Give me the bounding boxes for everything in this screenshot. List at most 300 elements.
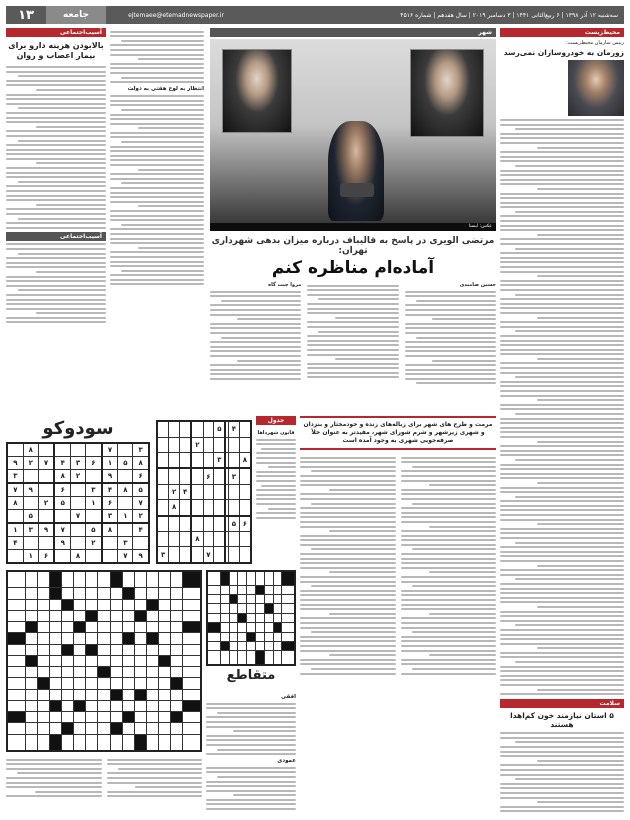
crossword-large-cell [25,655,37,666]
sudoku-center-cell: ۶ [203,468,214,484]
crossword-large-cell [122,571,134,588]
crossword-large-cell [25,723,37,734]
crossword-large-row [7,678,201,689]
sudoku-left-cell [118,443,133,457]
crossword-large-cell [49,599,61,610]
sudoku-center-cell: ۴ [180,484,192,499]
crossword-large-cell [146,599,158,610]
crossword-large-cell [62,734,74,751]
sudoku-center-row [157,532,251,547]
crossword-large-cell [171,588,183,599]
crossword-large-cell [159,610,171,621]
sudoku-center-cell [180,500,192,516]
crossword-large-cell [171,571,183,588]
sudoku-left-cell [38,443,54,457]
crossword-small-cell [264,623,273,632]
crossword-small-cell [207,623,220,632]
photo-caption: عکس: ایسنا [210,223,496,231]
crossword-large-cell [183,610,201,621]
crossword-small-cell [273,571,282,585]
crossword-large-cell [146,712,158,723]
crossword-large-cell [122,633,134,644]
crossword-small-cell [282,623,295,632]
sudoku-left-row [7,523,149,537]
sudoku-left-cell [7,443,23,457]
crossword-large-cell [7,571,25,588]
crossword-small-cell [264,571,273,585]
crossword-small-cell [255,604,264,613]
crossword-large-cell [146,667,158,678]
crossword-small-cell [255,641,264,650]
crossword-small-cell [255,594,264,603]
crossword-large-cell [37,588,49,599]
crossword-large-cell [74,633,86,644]
sudoku-center-cell [214,500,226,516]
crossword-large-cell [134,700,146,711]
crossword-small-cell [264,604,273,613]
sudoku-center-cell [191,452,203,468]
sudoku-left-cell: ۲ [71,469,86,483]
crossword-large-cell [159,644,171,655]
crossword-small-cell [247,594,256,603]
crossword-small-cell [264,594,273,603]
crossword-large-cell [98,633,110,644]
crossword-large-cell [183,655,201,666]
crossword-large-row [7,571,201,588]
crossword-small-cell [273,594,282,603]
crossword-large-cell [183,588,201,599]
sudoku-center [156,420,252,568]
crossword-large-cell [49,655,61,666]
crossword-large-cell [110,712,122,723]
sudoku-center-cell: ۲ [169,484,180,499]
crossword-large-cell [7,712,25,723]
sudoku-center-cell: ۳ [229,468,240,484]
crossword-small-cell [229,613,238,622]
sudoku-left [6,416,150,566]
sudoku-center-cell [157,484,169,499]
crossword-large-cell [159,712,171,723]
crossword-large-cell [7,723,25,734]
crossword-small-cell [207,585,220,594]
crossword-small-cell [220,641,229,650]
sudoku-left-cell [71,537,86,550]
sudoku-center-cell [225,547,228,563]
crossword-large-cell [159,723,171,734]
crossword-small-cell [238,613,247,622]
speaker-figure [328,121,384,221]
crossword-large-cell [98,571,110,588]
left-column-mid-label: آسیب‌اجتماعی [6,232,106,241]
crossword-small-cell [229,571,238,585]
crossword-large-cell [146,734,158,751]
sudoku-left-cell: ۷ [71,509,86,523]
crossword-large-cell [74,734,86,751]
left-column [6,28,106,412]
crossword-small-cell [247,571,256,585]
sudoku-center-cell [203,532,214,547]
sudoku-left-cell [23,469,38,483]
crossword-large-cell [37,700,49,711]
sudoku-title: سودوکو [42,418,114,439]
crossword-large-cell [86,644,98,655]
crossword-large-cell [110,655,122,666]
sudoku-left-row [7,549,149,563]
crossword-large-cell [74,588,86,599]
sudoku-center-cell [225,484,228,499]
portrait-right [410,49,484,137]
sudoku-left-cell: ۹ [7,457,23,470]
sudoku-left-cell: ۶ [54,483,70,497]
crossword-large-cell [134,622,146,633]
crossword-large-cell [122,599,134,610]
sudoku-center-cell [191,421,203,437]
crossword-small-cell [264,632,273,641]
sudoku-center-cell [229,484,240,499]
sudoku-left-row [7,483,149,497]
crossword-large-cell [25,633,37,644]
crossword-large-cell [98,599,110,610]
crossword-large-cell [98,610,110,621]
crossword-large-cell [62,599,74,610]
crossword-large-cell [86,723,98,734]
crossword-large-cell [110,599,122,610]
crossword-large-cell [134,633,146,644]
crossword-small-row [207,613,295,622]
sudoku-center-cell [229,437,240,452]
crossword-large-cell [49,712,61,723]
sudoku-left-cell [102,537,118,550]
crossword-small-cell [273,604,282,613]
crossword-large-cell [98,723,110,734]
crossword-large-cell [146,644,158,655]
crossword-large-cell [86,700,98,711]
sudoku-center-cell [203,421,214,437]
sudoku-left-grid [6,442,150,564]
crossword-large-cell [134,678,146,689]
crossword-large-row [7,734,201,751]
crossword-large-cell [122,667,134,678]
crossword-small-row [207,585,295,594]
sudoku-left-row [7,537,149,550]
sudoku-center-cell [169,547,180,563]
crossword-large-cell [37,610,49,621]
center-left-body-2 [110,95,204,285]
byline-2: مروا چیت‌ گاه [268,282,302,288]
sudoku-center-cell: ۴ [229,421,240,437]
crossword-large-cell [110,622,122,633]
sudoku-center-cell [214,516,226,532]
sudoku-left-cell: ۷ [38,457,54,470]
crossword-large-cell [7,599,25,610]
crossword-large-cell [62,610,74,621]
right-column-bottom-title: ۵ استان نیازمند خون کم‌اهدا هستند [510,711,614,730]
crossword-small-cell [220,585,229,594]
sudoku-left-cell [71,497,86,510]
crossword-large-cell [74,712,86,723]
crossword-large-cell [98,644,110,655]
sudoku-center-cell: ۷ [203,547,214,563]
crossword-large-cell [49,644,61,655]
sudoku-center-cell [203,452,214,468]
crossword-small-cell [273,623,282,632]
crossword-large-cell [110,633,122,644]
crossword-small-cell [264,585,273,594]
crossword-small-cell [220,651,229,665]
crossword-small-cell [282,585,295,594]
crossword-large-cell [98,678,110,689]
crossword-small-cell [273,632,282,641]
clues-down-label: عمودی [277,758,296,765]
sudoku-center-row [157,468,251,484]
sudoku-center-cell [239,532,251,547]
sudoku-left-cell: ۷ [54,523,70,537]
crossword-large-cell [62,678,74,689]
page-number: ۱۳ [18,7,34,23]
sudoku-center-cell [180,468,192,484]
crossword-large-cell [134,588,146,599]
crossword-small-cell [282,632,295,641]
crossword-large-cell [159,622,171,633]
main-story-col-2 [307,282,398,387]
sudoku-left-cell: ۸ [118,483,133,497]
sudoku-center-row [157,547,251,563]
right-column-bottom-label: سلامت [500,699,624,708]
crossword-large-cell [171,678,183,689]
sudoku-left-cell: ۹ [54,537,70,550]
crossword-small-row [207,632,295,641]
crossword-large-cell [62,689,74,700]
crossword-large-cell [86,712,98,723]
sudoku-left-row [7,469,149,483]
crossword-large-cell [159,667,171,678]
section-email: ejtemaee@etemadnewspaper.ir [128,11,224,19]
right-column-kicker: رییس سازمان محیط‌زیست: [566,40,624,46]
crossword-large-cell [7,610,25,621]
sudoku-left-cell: ۸ [102,523,118,537]
sudoku-center-cell [239,547,251,563]
crossword-large-cell [74,622,86,633]
sudoku-center-cell [180,547,192,563]
sudoku-center-cell: ۲ [191,437,203,452]
crossword-large-cell [134,610,146,621]
sudoku-left-cell: ۵ [85,523,101,537]
sudoku-left-cell: ۵ [133,483,149,497]
headline: آماده‌ام مناظره کنم [271,258,435,278]
crossword-large-row [7,622,201,633]
crossword-large-cell [86,689,98,700]
sudoku-left-cell [38,483,54,497]
crossword-large-row [7,588,201,599]
sudoku-center-cell [203,500,214,516]
sudoku-left-cell: ۹ [133,549,149,563]
sudoku-left-cell: ۸ [7,497,23,510]
sudoku-center-cell [239,468,251,484]
crossword-large-row [7,599,201,610]
sudoku-left-cell: ۳ [7,469,23,483]
crossword-large-cell [134,723,146,734]
crossword-large-row [7,655,201,666]
sudoku-left-cell: ۵ [118,457,133,470]
sudoku-center-cell [157,500,169,516]
crossword-large-cell [146,633,158,644]
crossword-large-cell [159,599,171,610]
crossword-small-cell [255,585,264,594]
sudoku-center-row [157,516,251,532]
crossword-small-cell [238,641,247,650]
crossword-large-cell [98,667,110,678]
crossword-large-cell [74,599,86,610]
sudoku-left-cell [7,509,23,523]
crossword-large-cell [110,588,122,599]
sudoku-center-cell [225,452,228,468]
crossword-small-cell [229,623,238,632]
crossword-small-cell [207,632,220,641]
sudoku-center-cell [191,468,203,484]
sudoku-left-cell: ۹ [102,469,118,483]
crossword-large-cell [74,700,86,711]
sudoku-left-cell [7,549,23,563]
left-column-label: آسیب‌اجتماعی [6,28,106,37]
sudoku-center-cell: ۸ [239,452,251,468]
sudoku-center-cell [180,437,192,452]
sudoku-left-cell: ۷ [118,549,133,563]
crossword-large-cell [134,655,146,666]
crossword-small-cell [247,613,256,622]
crossword-large-cell [62,571,74,588]
sudoku-left-cell: ۱ [7,523,23,537]
crossword-small-cell [273,613,282,622]
crossword-large-cell [134,644,146,655]
crossword-clue-column [256,430,296,570]
sudoku-center-cell [239,500,251,516]
crossword-large-cell [183,678,201,689]
crossword-small-cell [273,641,282,650]
crossword-large-cell [146,655,158,666]
sudoku-left-cell: ۳ [102,509,118,523]
crossword-small-cell [282,641,295,650]
sudoku-left-cell: ۷ [7,483,23,497]
crossword-small-cell [282,604,295,613]
sudoku-left-cell: ۷ [102,443,118,457]
sudoku-left-cell [118,469,133,483]
crossword-large-grid [6,570,202,752]
sudoku-center-cell: ۳ [157,547,169,563]
main-story-col-1 [405,282,496,387]
crossword-large-cell [74,723,86,734]
sudoku-left-cell: ۷ [133,497,149,510]
crossword-large-cell [49,622,61,633]
sudoku-center-cell [239,421,251,437]
sudoku-center-cell [191,500,203,516]
crossword-small-cell [238,623,247,632]
sudoku-left-cell [38,509,54,523]
crossword-large-cell [159,689,171,700]
main-photo [210,39,496,231]
sudoku-left-cell: ۸ [23,443,38,457]
crossword-small-cell [264,641,273,650]
crossword-small-cell [229,632,238,641]
right-column-label: محیط‌زیست [500,28,624,37]
right-column-body [500,119,624,695]
lower-center-col-1 [401,454,497,677]
sudoku-center-cell [229,532,240,547]
sudoku-left-cell [85,443,101,457]
sudoku-left-cell [38,537,54,550]
crossword-large-cell [122,723,134,734]
crossword-small-cell [247,641,256,650]
crossword-large-cell [159,734,171,751]
crossword-large-cell [183,667,201,678]
sudoku-left-row [7,443,149,457]
sudoku-center-cell [157,421,169,437]
left-column-body [6,66,106,229]
crossword-large-cell [171,622,183,633]
sudoku-left-cell [118,497,133,510]
crossword-large-cell [122,700,134,711]
sudoku-center-cell [169,516,180,532]
crossword-large-cell [146,622,158,633]
sudoku-center-cell [225,516,228,532]
sudoku-left-cell: ۳ [133,443,149,457]
crossword-large-cell [183,644,201,655]
sudoku-center-cell [214,484,226,499]
sudoku-center-cell: ۳ [214,452,226,468]
crossword-large-cell [25,610,37,621]
crossword-large-cell [183,689,201,700]
quote-text: مرمت و طرح های شهر برای زباله‌های زنده و خودمختار و بنزدان و شهری زیرشهر و شرم شورای شهر، مفیدتر به عنوان خلأ صرفه‌جویی شهری به وجود آمده است [303,421,493,444]
sudoku-left-cell [23,497,38,510]
crossword-large-cell [25,734,37,751]
crossword-large-cell [171,599,183,610]
crossword-heading: قانون شهرداها [257,430,295,436]
crossword-small-cell [255,632,264,641]
crossword-large-cell [171,723,183,734]
sudoku-center-cell [203,437,214,452]
crossword-large-cell [62,633,74,644]
crossword-large-cell [62,655,74,666]
sudoku-center-cell [180,452,192,468]
crossword-small-cell [247,623,256,632]
sudoku-left-cell: ۹ [38,523,54,537]
sudoku-left-cell: ۴ [54,457,70,470]
crossword-small-cell [220,623,229,632]
crossword-large-cell [122,588,134,599]
sudoku-center-row [157,421,251,437]
crossword-large-cell [49,734,61,751]
crossword-small-cell [238,585,247,594]
crossword-large-cell [110,644,122,655]
sudoku-left-cell: ۲ [133,509,149,523]
sudoku-center-cell [203,484,214,499]
crossword-large-cell [62,622,74,633]
crossword-small-title: متقاطع [226,668,276,683]
crossword-small-row [207,571,295,585]
crossword-large-cell [86,678,98,689]
crossword-large-cell [7,700,25,711]
crossword-large-cell [98,689,110,700]
sudoku-left-cell: ۶ [133,469,149,483]
crossword-large-cell [159,700,171,711]
crossword-large-cell [49,667,61,678]
sudoku-left-row [7,509,149,523]
byline-1: حسین ضامیدی [459,282,496,288]
crossword-large-cell [171,644,183,655]
crossword-large-cell [159,678,171,689]
crossword-large-cell [171,689,183,700]
sudoku-center-cell [180,421,192,437]
crossword-large-cell [25,667,37,678]
